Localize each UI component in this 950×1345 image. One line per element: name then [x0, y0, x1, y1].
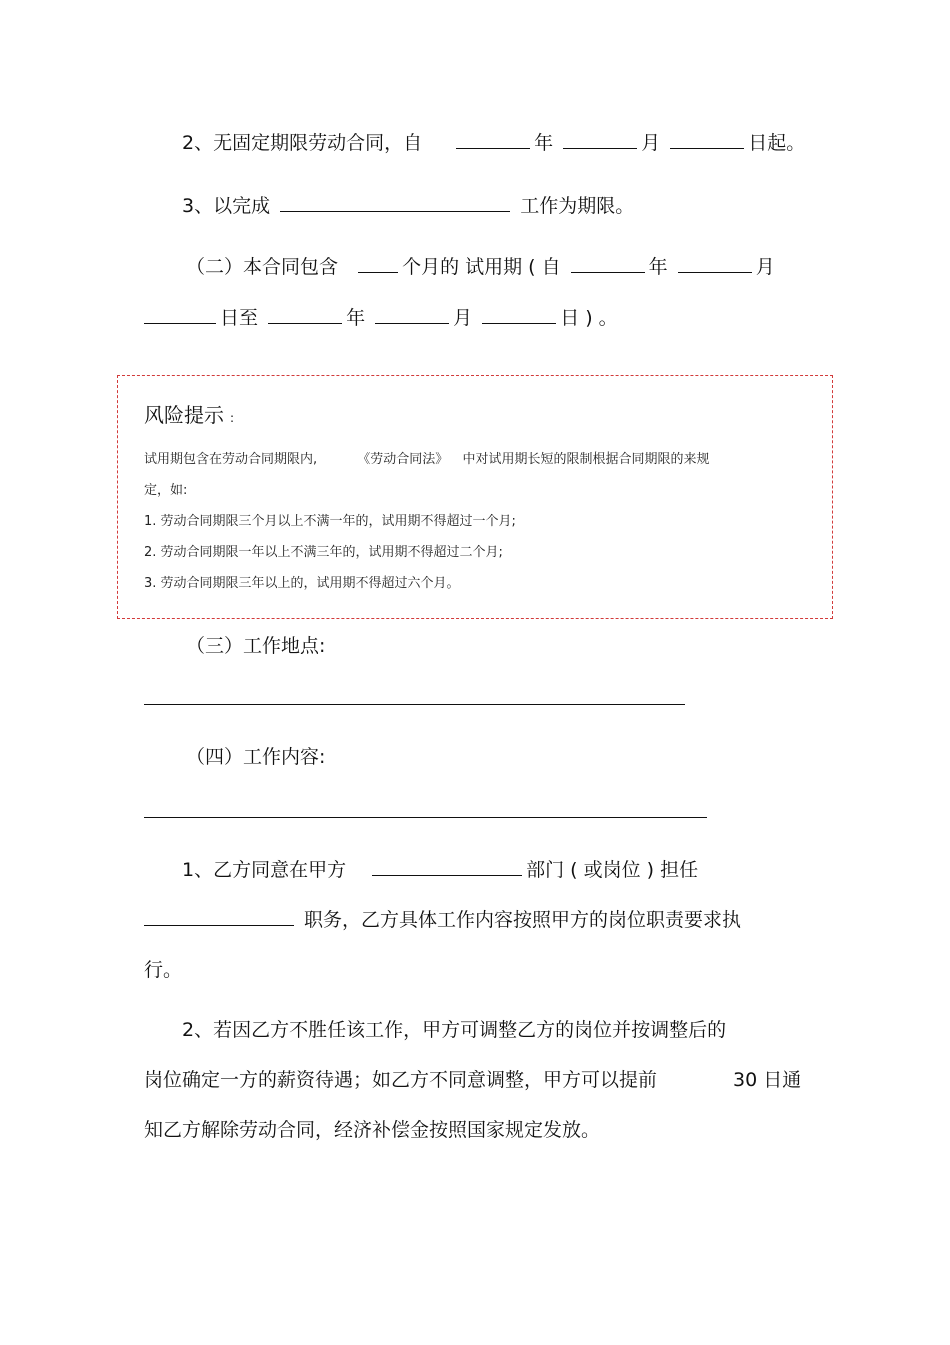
content-p1-line-3: 行。	[144, 959, 183, 981]
probation-start-year-blank[interactable]	[571, 254, 645, 273]
month-label: 月	[641, 132, 661, 154]
content-p2-line-1: 2、若因乙方不胜任该工作，甲方可调整乙方的岗位并按调整后的	[182, 1019, 727, 1041]
term-item-3-suffix: 工作为期限。	[520, 195, 635, 217]
content-p2-days: 30 日通	[733, 1069, 802, 1091]
risk-intro-b: 中对试用期长短的限制根据合同期限的来规	[462, 452, 710, 467]
risk-intro-line-2: 定，如:	[144, 483, 188, 498]
work-content-blank[interactable]	[144, 817, 707, 818]
probation-end-day-blank[interactable]	[482, 305, 556, 324]
day-blank[interactable]	[670, 130, 744, 149]
probation-prefix: （二）本合同包含	[186, 256, 339, 278]
probation-start-month-blank[interactable]	[678, 254, 752, 273]
task-blank[interactable]	[280, 193, 510, 212]
department-blank[interactable]	[372, 857, 522, 876]
content-p2-line-2a: 岗位确定一方的薪资待遇；如乙方不同意调整，甲方可以提前	[144, 1069, 658, 1091]
probation-month-label: 月	[755, 256, 775, 278]
risk-item-2: 2. 劳动合同期限一年以上不满三年的，试用期不得超过二个月;	[144, 545, 503, 560]
probation-year-label: 年	[648, 256, 668, 278]
risk-title-text: 风险提示	[144, 403, 224, 427]
content-p1-line-1	[182, 857, 698, 882]
year-label: 年	[534, 132, 554, 154]
risk-intro-a: 试用期包含在劳动合同期限内,	[144, 452, 318, 467]
risk-intro-line-1	[144, 451, 709, 469]
day-label: 日起。	[748, 132, 806, 154]
year-blank[interactable]	[456, 130, 530, 149]
position-blank[interactable]	[144, 907, 294, 926]
risk-title-colon: :	[230, 411, 235, 425]
risk-intro-law: 《劳动合同法》	[357, 452, 449, 467]
content-p1-dept: 部门 ( 或岗位 ) 担任	[526, 859, 699, 881]
probation-start-day-blank[interactable]	[144, 305, 216, 324]
risk-notice-box	[117, 375, 833, 619]
term-item-2	[182, 130, 805, 155]
work-content-label: （四）工作内容:	[186, 746, 326, 768]
risk-title	[144, 402, 234, 431]
probation-end-month-blank[interactable]	[375, 305, 449, 324]
probation-end-year-label: 年	[346, 307, 366, 329]
probation-line-1	[186, 254, 775, 279]
probation-line-2	[144, 305, 618, 330]
risk-item-1: 1. 劳动合同期限三个月以上不满一年的，试用期不得超过一个月;	[144, 514, 516, 529]
content-p1-line-2	[144, 907, 741, 932]
term-item-3	[182, 193, 634, 218]
probation-end-label: 日 ) 。	[560, 307, 618, 329]
content-p1-prefix: 1、乙方同意在甲方	[182, 859, 347, 881]
probation-end-month-label: 月	[453, 307, 473, 329]
content-p2-line-3: 知乙方解除劳动合同，经济补偿金按照国家规定发放。	[144, 1119, 601, 1141]
content-p2-line-2	[144, 1068, 657, 1092]
probation-day-to: 日至	[220, 307, 259, 329]
term-item-3-prefix: 3、以完成	[182, 195, 271, 217]
workplace-label: （三）工作地点:	[186, 635, 326, 657]
risk-item-3: 3. 劳动合同期限三年以上的，试用期不得超过六个月。	[144, 576, 460, 591]
probation-months-blank[interactable]	[358, 254, 398, 273]
probation-months-text: 个月的 试用期 ( 自	[402, 256, 561, 278]
term-item-2-text: 2、无固定期限劳动合同，自	[182, 132, 423, 154]
workplace-blank[interactable]	[144, 704, 685, 705]
probation-end-year-blank[interactable]	[268, 305, 342, 324]
month-blank[interactable]	[563, 130, 637, 149]
content-p1-duty: 职务，乙方具体工作内容按照甲方的岗位职责要求执	[304, 909, 742, 931]
